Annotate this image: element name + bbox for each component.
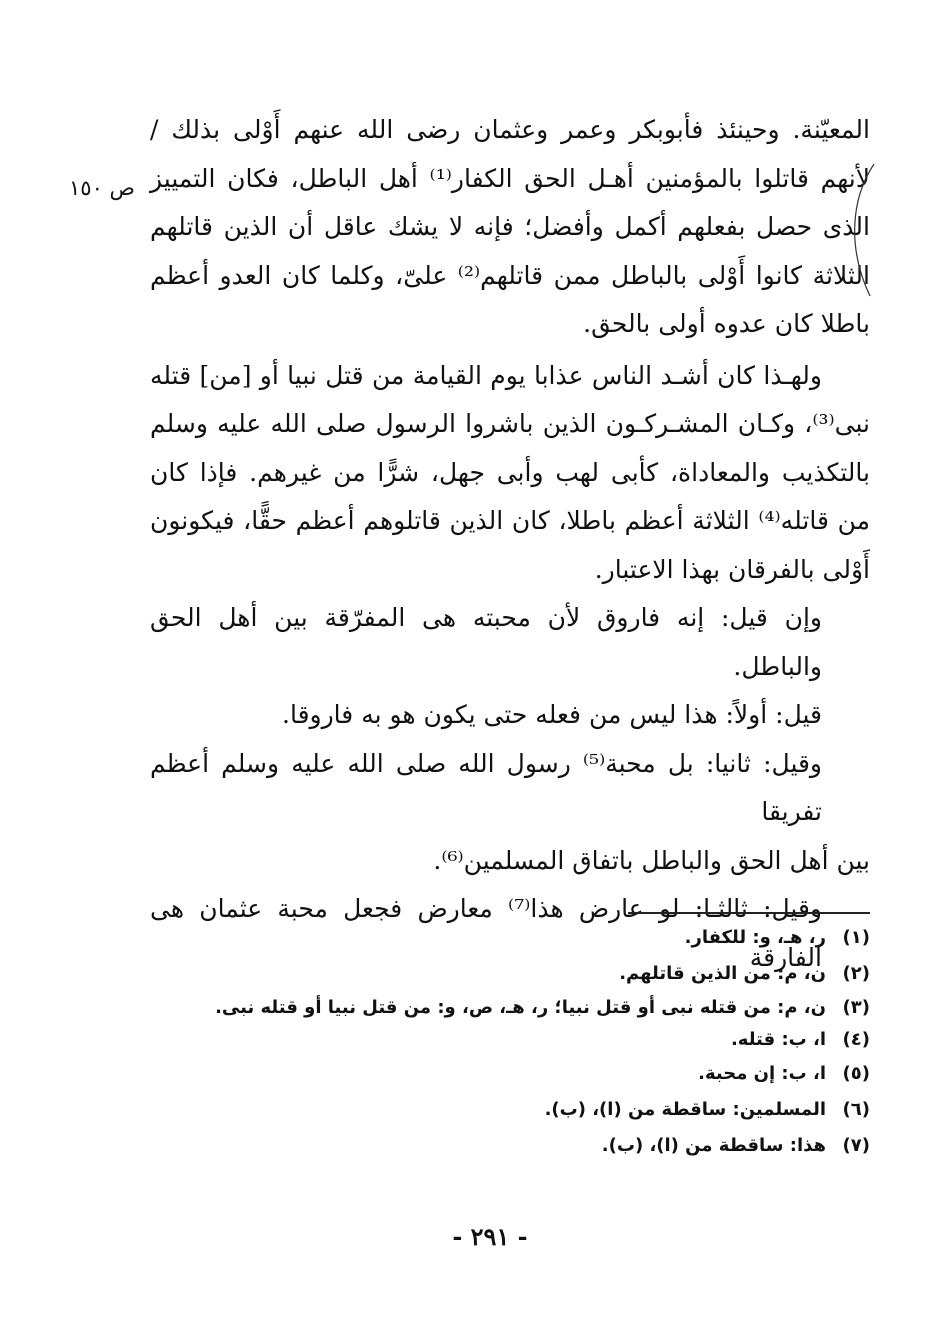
text-line: وإن قيل: إنه فاروق لأن محبته هى المفرّقة بين أهل الحق والباطل. [150,603,822,681]
margin-bracket-mark [840,160,880,300]
paragraph-2 [150,352,870,595]
footnote-number: (١) [842,927,870,948]
text-line: بين أهل الحق والباطل باتفاق المسلمين⁽⁶⁾. [433,845,870,875]
footnote-text: ر، هـ، و: للكفار. [684,927,826,948]
paragraph-5 [150,740,870,886]
footnote-item [200,956,870,992]
footnote-number: (٣) [842,997,870,1018]
text-line: المعيّنة. وحينئذ فأبوبكر وعمر وعثمان رضى الله عنهم أَوْلى بذلك / [150,115,870,144]
text-line: وقيل: ثالثـا: لو عارض هذا⁽⁷⁾ معارض فجعل محبة عثمان هى الفارقة [150,894,822,972]
footnote-text: هذا: ساقطة من (ا)، (ب). [601,1135,826,1156]
page-number: - ٢٩١ - [452,1222,528,1251]
footnote-number: (٦) [842,1099,870,1120]
text-line: ولهـذا كان أشـد الناس عذابا يوم القيامة من قتل نبيا أو [من] قتله [150,360,822,390]
footnote-item [200,1092,870,1128]
footnotes [200,920,870,1164]
footnote-item [200,920,870,956]
footnote-number: (٢) [842,963,870,984]
footnote-number: (٥) [842,1063,870,1084]
text-line: أَوْلى بالفرقان بهذا الاعتبار. [594,554,870,584]
text-line: باطلا كان عدوه أولى بالحق. [583,309,870,338]
footnote-item [200,992,870,1024]
footnote-text: ا، ب: قتله. [730,1029,826,1050]
text-line: قيل: أولاً: هذا ليس من فعله حتى يكون هو به فاروقا. [282,700,822,729]
text-line: من قاتله⁽⁴⁾ الثلاثة أعظم باطلا، كان الذين قاتلوهم أعظم حقًّا، فيكونون [150,506,871,535]
text-line: وقيل: ثانيا: بل محبة⁽⁵⁾ رسول الله صلى الله عليه وسلم أعظم تفريقا [150,748,823,826]
footnote-separator [628,912,870,914]
footnote-item [200,1128,870,1164]
paragraph-4 [150,691,870,740]
footnote-text: ا، ب: إن محبة. [698,1063,826,1084]
paragraph-1 [150,106,870,349]
main-text-body [150,106,870,982]
paragraph-3 [150,594,870,691]
footnote-text: ن، م: من قتله نبى أو قتل نبيا؛ ر، هـ، ص، و: من قتل نبيا أو قتله نبى. [215,997,826,1018]
footnote-number: (٧) [842,1135,870,1156]
text-line: الثلاثة كانوا أَوْلى بالباطل ممن قاتلهم⁽²⁾ علىّ، وكلما كان العدو أعظم [150,260,870,290]
footnote-item [200,1056,870,1092]
text-line: لأنهم قاتلوا بالمؤمنين أهـل الحق الكفار⁽¹⁾ أهل الباطل، فكان التمييز [150,163,870,193]
margin-page-reference: ص ١٥٠ [69,176,135,200]
footnote-text: المسلمين: ساقطة من (ا)، (ب). [544,1099,826,1120]
text-line: نبى⁽³⁾، وكـان المشـركـون الذين باشروا الرسول صلى الله عليه وسلم [150,409,870,438]
footnote-text: ن، م: من الذين قاتلهم. [619,963,826,984]
footnote-item [200,1024,870,1056]
footnote-number: (٤) [842,1029,870,1050]
text-line: الذى حصل بفعلهم أكمل وأفضل؛ فإنه لا يشك عاقل أن الذين قاتلهم [150,212,870,241]
text-line: بالتكذيب والمعاداة، كأبى لهب وأبى جهل، شرًّا من غيرهم. فإذا كان [150,457,870,487]
